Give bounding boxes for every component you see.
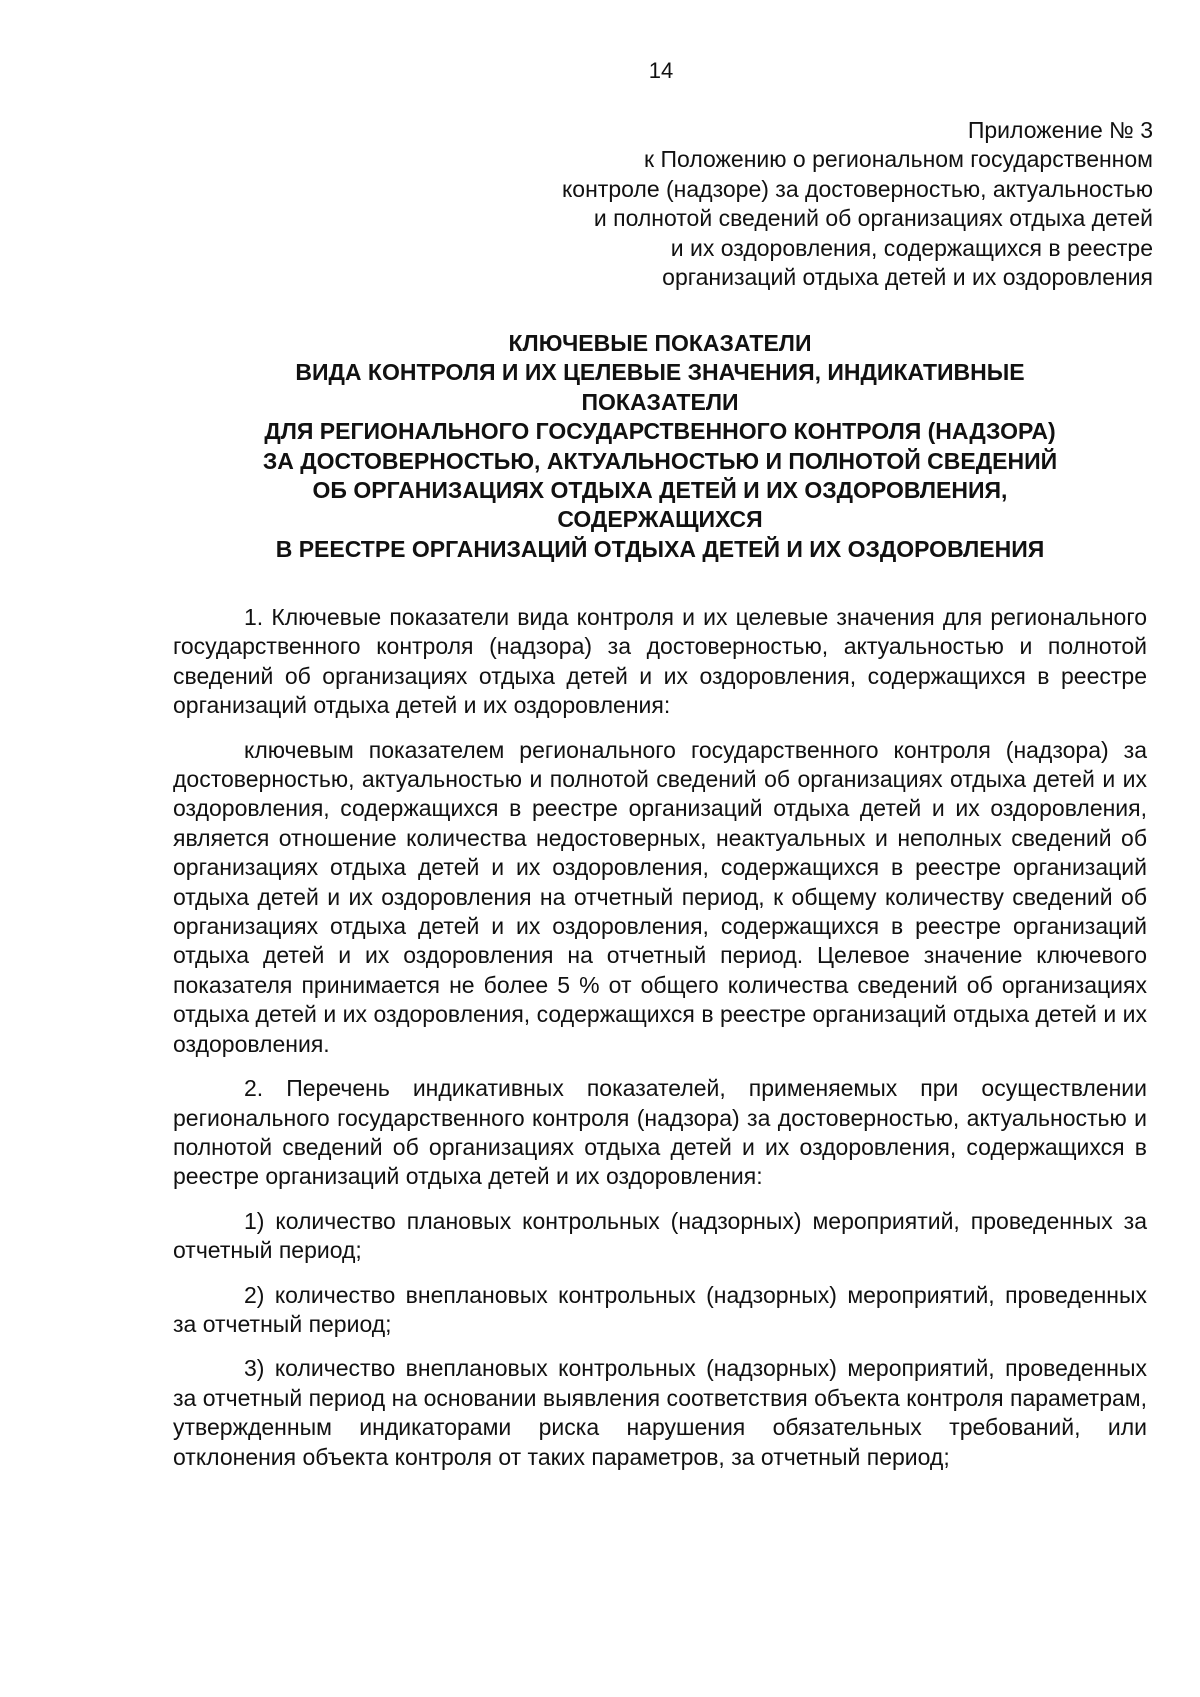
document-body <box>173 603 1147 1487</box>
title-line: ЗА ДОСТОВЕРНОСТЬЮ, АКТУАЛЬНОСТЬЮ И ПОЛНОТОЙ СВЕДЕНИЙ <box>262 447 1058 474</box>
list-item-3: 3) количество внеплановых контрольных (надзорных) мероприятий, проведенных за отчетный период на основании выявления соответствия объекта контроля параметрам, утвержденным индикаторами риска нарушения обязательных требований, или отклонения объекта контроля от таких параметров, за отчетный период; <box>173 1355 1147 1470</box>
list-item-2: 2) количество внеплановых контрольных (надзорных) мероприятий, проведенных за отчетный период; <box>173 1281 1147 1337</box>
page-number: 14 <box>648 58 674 83</box>
paragraph-key-indicator-definition: ключевым показателем регионального государственного контроля (надзора) за достоверностью, актуальностью и полнотой сведений об организациях отдыха детей и их оздоровления, содержащихся в реестре организаций отдыха детей и их оздоровления, является отношение количества недостоверных, неактуальных и неполных сведений об организациях отдыха детей и их оздоровления, содержащихся в реестре организаций отдыха детей и их оздоровления на отчетный период, к общему количеству сведений об организациях отдыха детей и их оздоровления, содержащихся в реестре организаций отдыха детей и их оздоровления на отчетный период. Целевое значение ключевого показателя принимается не более 5 % от общего количества сведений об организациях отдыха детей и их оздоровления, содержащихся в реестре организаций отдыха детей и их оздоровления. <box>173 736 1147 1057</box>
appendix-header <box>433 116 1153 292</box>
appendix-line: контроле (надзоре) за достоверностью, актуальностью <box>561 175 1153 202</box>
title-line: В РЕЕСТРЕ ОРГАНИЗАЦИЙ ОТДЫХА ДЕТЕЙ И ИХ ОЗДОРОВЛЕНИЯ <box>275 535 1045 562</box>
appendix-line: и полнотой сведений об организациях отдыха детей <box>593 205 1153 232</box>
title-line: ПОКАЗАТЕЛИ <box>581 388 739 415</box>
title-line: ОБ ОРГАНИЗАЦИЯХ ОТДЫХА ДЕТЕЙ И ИХ ОЗДОРОВЛЕНИЯ, <box>312 477 1008 504</box>
appendix-line: к Положению о региональном государственном <box>644 146 1153 173</box>
list-item-1: 1) количество плановых контрольных (надзорных) мероприятий, проведенных за отчетный период; <box>173 1207 1147 1264</box>
title-line: ДЛЯ РЕГИОНАЛЬНОГО ГОСУДАРСТВЕННОГО КОНТРОЛЯ (НАДЗОРА) <box>264 418 1056 445</box>
document-title <box>170 329 1150 564</box>
paragraph-1-key-indicators: 1. Ключевые показатели вида контроля и их целевые значения для регионального государственного контроля (надзора) за достоверностью, актуальностью и полнотой сведений об организациях отдыха детей и их оздоровления, содержащихся в реестре организаций отдыха детей и их оздоровления: <box>173 604 1147 719</box>
title-line: СОДЕРЖАЩИХСЯ <box>557 506 763 533</box>
appendix-line: Приложение № 3 <box>967 117 1153 143</box>
appendix-line: и их оздоровления, содержащихся в реестре <box>670 234 1153 261</box>
title-line: ВИДА КОНТРОЛЯ И ИХ ЦЕЛЕВЫЕ ЗНАЧЕНИЯ, ИНДИКАТИВНЫЕ <box>295 359 1025 386</box>
title-line: КЛЮЧЕВЫЕ ПОКАЗАТЕЛИ <box>508 330 812 356</box>
paragraph-2-indicative-list: 2. Перечень индикативных показателей, применяемых при осуществлении регионального государственного контроля (надзора) за достоверностью, актуальностью и полнотой сведений об организациях отдыха детей и их оздоровления, содержащихся в реестре организаций отдыха детей и их оздоровления: <box>173 1075 1147 1190</box>
appendix-line: организаций отдыха детей и их оздоровления <box>662 264 1153 291</box>
